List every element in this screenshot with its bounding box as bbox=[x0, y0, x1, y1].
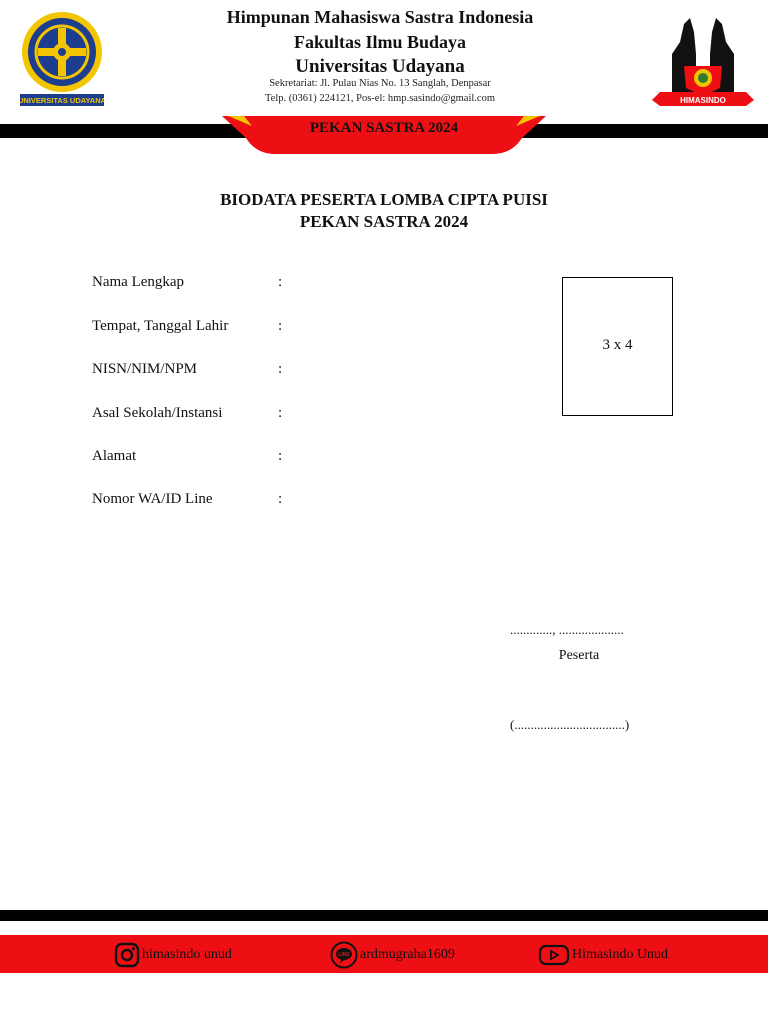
signature-name-line: (..................................) bbox=[510, 717, 630, 732]
instagram-icon bbox=[114, 942, 140, 968]
field-label-ttl: Tempat, Tanggal Lahir bbox=[92, 318, 229, 334]
line-link[interactable] bbox=[330, 943, 455, 967]
line-icon bbox=[330, 941, 358, 969]
field-colon: : bbox=[278, 274, 283, 290]
field-label-nisn: NISN/NIM/NPM bbox=[92, 361, 198, 377]
secretariat-address: Sekretariat: Jl. Pulau Nias No. 13 Sanglah, Denpasar bbox=[269, 78, 491, 89]
org-name: Himpunan Mahasiswa Sastra Indonesia bbox=[226, 7, 534, 27]
footer-divider-bar bbox=[0, 910, 768, 921]
line-id: ardmugraha1609 bbox=[360, 947, 455, 962]
event-banner-text: PEKAN SASTRA 2024 bbox=[309, 120, 459, 136]
signature-role: Peserta bbox=[558, 648, 600, 663]
form-title: BIODATA PESERTA LOMBA CIPTA PUISI bbox=[220, 190, 548, 209]
field-colon: : bbox=[278, 318, 283, 334]
instagram-handle: himasindo unud bbox=[142, 947, 232, 962]
field-label-wa: Nomor WA/ID Line bbox=[92, 491, 213, 507]
youtube-icon bbox=[538, 943, 570, 967]
youtube-channel: Himasindo Unud bbox=[572, 947, 669, 962]
field-label-alamat: Alamat bbox=[92, 448, 137, 464]
himasindo-logo bbox=[650, 14, 756, 106]
field-colon: : bbox=[278, 405, 283, 421]
svg-text:LINE: LINE bbox=[338, 952, 350, 958]
himasindo-logo-text: HIMASINDO bbox=[680, 96, 726, 105]
field-colon: : bbox=[278, 491, 283, 507]
contact-info: Telp. (0361) 224121, Pos-el: hmp.sasindo@gmail.com bbox=[265, 93, 495, 104]
signature-date-line: ............., .................... bbox=[510, 622, 624, 637]
udayana-logo-text: UNIVERSITAS UDAYANA bbox=[20, 96, 104, 105]
form-subtitle: PEKAN SASTRA 2024 bbox=[299, 212, 469, 231]
udayana-logo bbox=[20, 10, 104, 106]
field-colon: : bbox=[278, 448, 283, 464]
field-label-instansi: Asal Sekolah/Instansi bbox=[92, 405, 223, 421]
faculty-name: Fakultas Ilmu Budaya bbox=[293, 32, 467, 52]
photo-size-label: 3 x 4 bbox=[602, 337, 633, 353]
field-label-nama: Nama Lengkap bbox=[92, 274, 185, 290]
youtube-link[interactable] bbox=[538, 943, 668, 967]
field-colon: : bbox=[278, 361, 283, 377]
instagram-link[interactable] bbox=[114, 943, 232, 967]
university-name: Universitas Udayana bbox=[295, 56, 465, 77]
